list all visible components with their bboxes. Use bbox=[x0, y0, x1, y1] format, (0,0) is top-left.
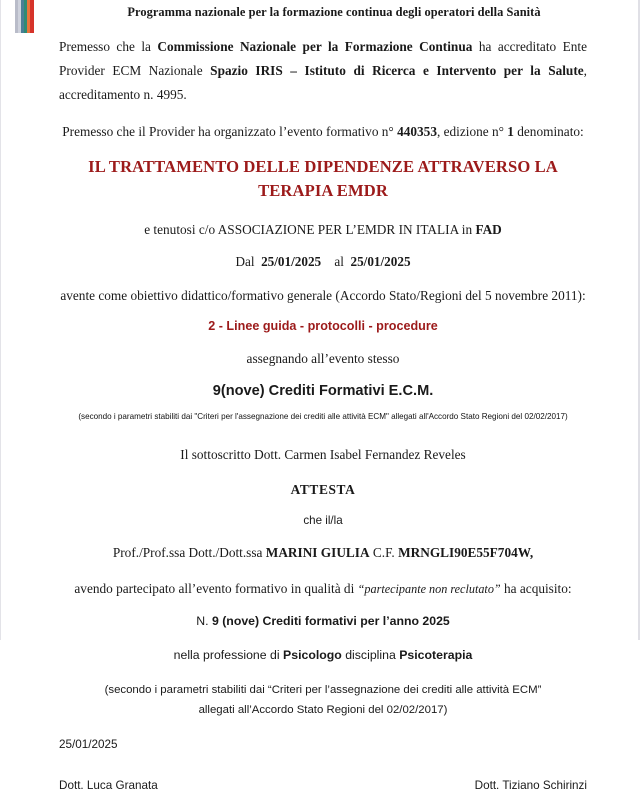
acquired-credits-line bbox=[59, 614, 587, 628]
issue-date: 25/01/2025 bbox=[59, 737, 118, 751]
acquired-prefix: N. bbox=[196, 613, 212, 628]
paragraph-premesso-provider bbox=[59, 35, 587, 106]
paragraph-evento-formativo bbox=[59, 121, 587, 142]
acquired-value: 9 (nove) Crediti formativi per l’anno 2025 bbox=[211, 613, 450, 628]
signature-row bbox=[59, 779, 587, 792]
footer-smallprint-line1: (secondo i parametri stabiliti dai “Criteri per l’assegnazione dei crediti alle attività ECM” bbox=[104, 683, 542, 696]
venue-modality: FAD bbox=[475, 222, 502, 238]
signature-left: Dott. Luca Granata bbox=[59, 778, 158, 792]
event-title: IL TRATTAMENTO DELLE DIPENDENZE ATTRAVERSO LA TERAPIA EMDR bbox=[88, 156, 558, 201]
assigning-line: assegnando all’evento stesso bbox=[246, 350, 400, 366]
profession-value: Psicologo bbox=[283, 647, 342, 662]
participation-part2: ha acquisito: bbox=[500, 581, 572, 597]
participant-prefix: Prof./Prof.ssa Dott./Dott.ssa bbox=[112, 544, 266, 560]
participation-line bbox=[59, 578, 587, 600]
date-to-value: 25/01/2025 bbox=[350, 253, 411, 269]
event-number: 440353 bbox=[397, 124, 437, 140]
footer-smallprint-line2: allegati all’Accordo Stato Regioni del 02/02/2017) bbox=[198, 703, 448, 716]
premesso2-part3: denominato: bbox=[513, 124, 584, 140]
participation-part1: avendo partecipato all’evento formativo in qualità di bbox=[74, 581, 358, 597]
venue-text: e tenutosi c/o ASSOCIAZIONE PER L’EMDR IN ITALIA in bbox=[144, 222, 476, 238]
objective-value: 2 - Linee guida - protocolli - procedure bbox=[208, 318, 438, 333]
premesso2-part2: , edizione n° bbox=[436, 124, 508, 140]
document-content bbox=[1, 0, 641, 792]
undersigned-line: Il sottoscritto Dott. Carmen Isabel Fernandez Reveles bbox=[180, 446, 466, 462]
date-to-label: al bbox=[334, 253, 344, 269]
participant-cf-label: C.F. bbox=[369, 544, 399, 560]
event-dates bbox=[59, 254, 587, 270]
signature-right: Dott. Tiziano Schirinzi bbox=[474, 778, 587, 792]
date-from-value: 25/01/2025 bbox=[261, 253, 322, 269]
profession-part2: disciplina bbox=[341, 647, 400, 662]
profession-part1: nella professione di bbox=[173, 647, 284, 662]
objective-intro: avente come obiettivo didattico/formativo generale (Accordo Stato/Regioni del 5 novembre 2011): bbox=[60, 287, 586, 303]
premesso2-part1: Premesso che il Provider ha organizzato l’evento formativo n° bbox=[62, 124, 398, 140]
premesso1-part1: Premesso che la bbox=[59, 39, 158, 55]
premesso1-part2: ha accreditato Ente Provider ECM Nazionale bbox=[59, 39, 587, 79]
participant-name: MARINI GIULIA bbox=[265, 544, 370, 560]
event-edition: 1 bbox=[507, 124, 514, 140]
premesso1-bold-commissione: Commissione Nazionale per la Formazione Continua bbox=[157, 39, 473, 55]
attesta-heading: ATTESTA bbox=[290, 481, 356, 497]
page-title: Programma nazionale per la formazione continua degli operatori della Sanità bbox=[127, 5, 541, 19]
participant-cf-value: MRNGLI90E55F704W, bbox=[398, 544, 534, 560]
date-from-label: Dal bbox=[235, 253, 255, 269]
participation-quality: “partecipante non reclutato” bbox=[357, 582, 501, 597]
credits-awarded: 9(nove) Crediti Formativi E.C.M. bbox=[212, 383, 434, 400]
venue-line bbox=[59, 219, 587, 240]
che-il-la-line: che il/la bbox=[303, 513, 343, 527]
participant-line bbox=[59, 542, 587, 563]
credits-smallprint: (secondo i parametri stabiliti dai "Criteri per l'assegnazione dei crediti alle attività ECM" allegati all'Accordo Stato Regioni del 02/02/2017) bbox=[78, 412, 568, 422]
profession-line bbox=[59, 648, 587, 662]
premesso1-bold-provider: Spazio IRIS – Istituto di Ricerca e Intervento per la Salute bbox=[210, 63, 584, 79]
premesso1-part3: , accreditamento n. 4995. bbox=[59, 63, 587, 102]
discipline-value: Psicoterapia bbox=[399, 647, 473, 662]
